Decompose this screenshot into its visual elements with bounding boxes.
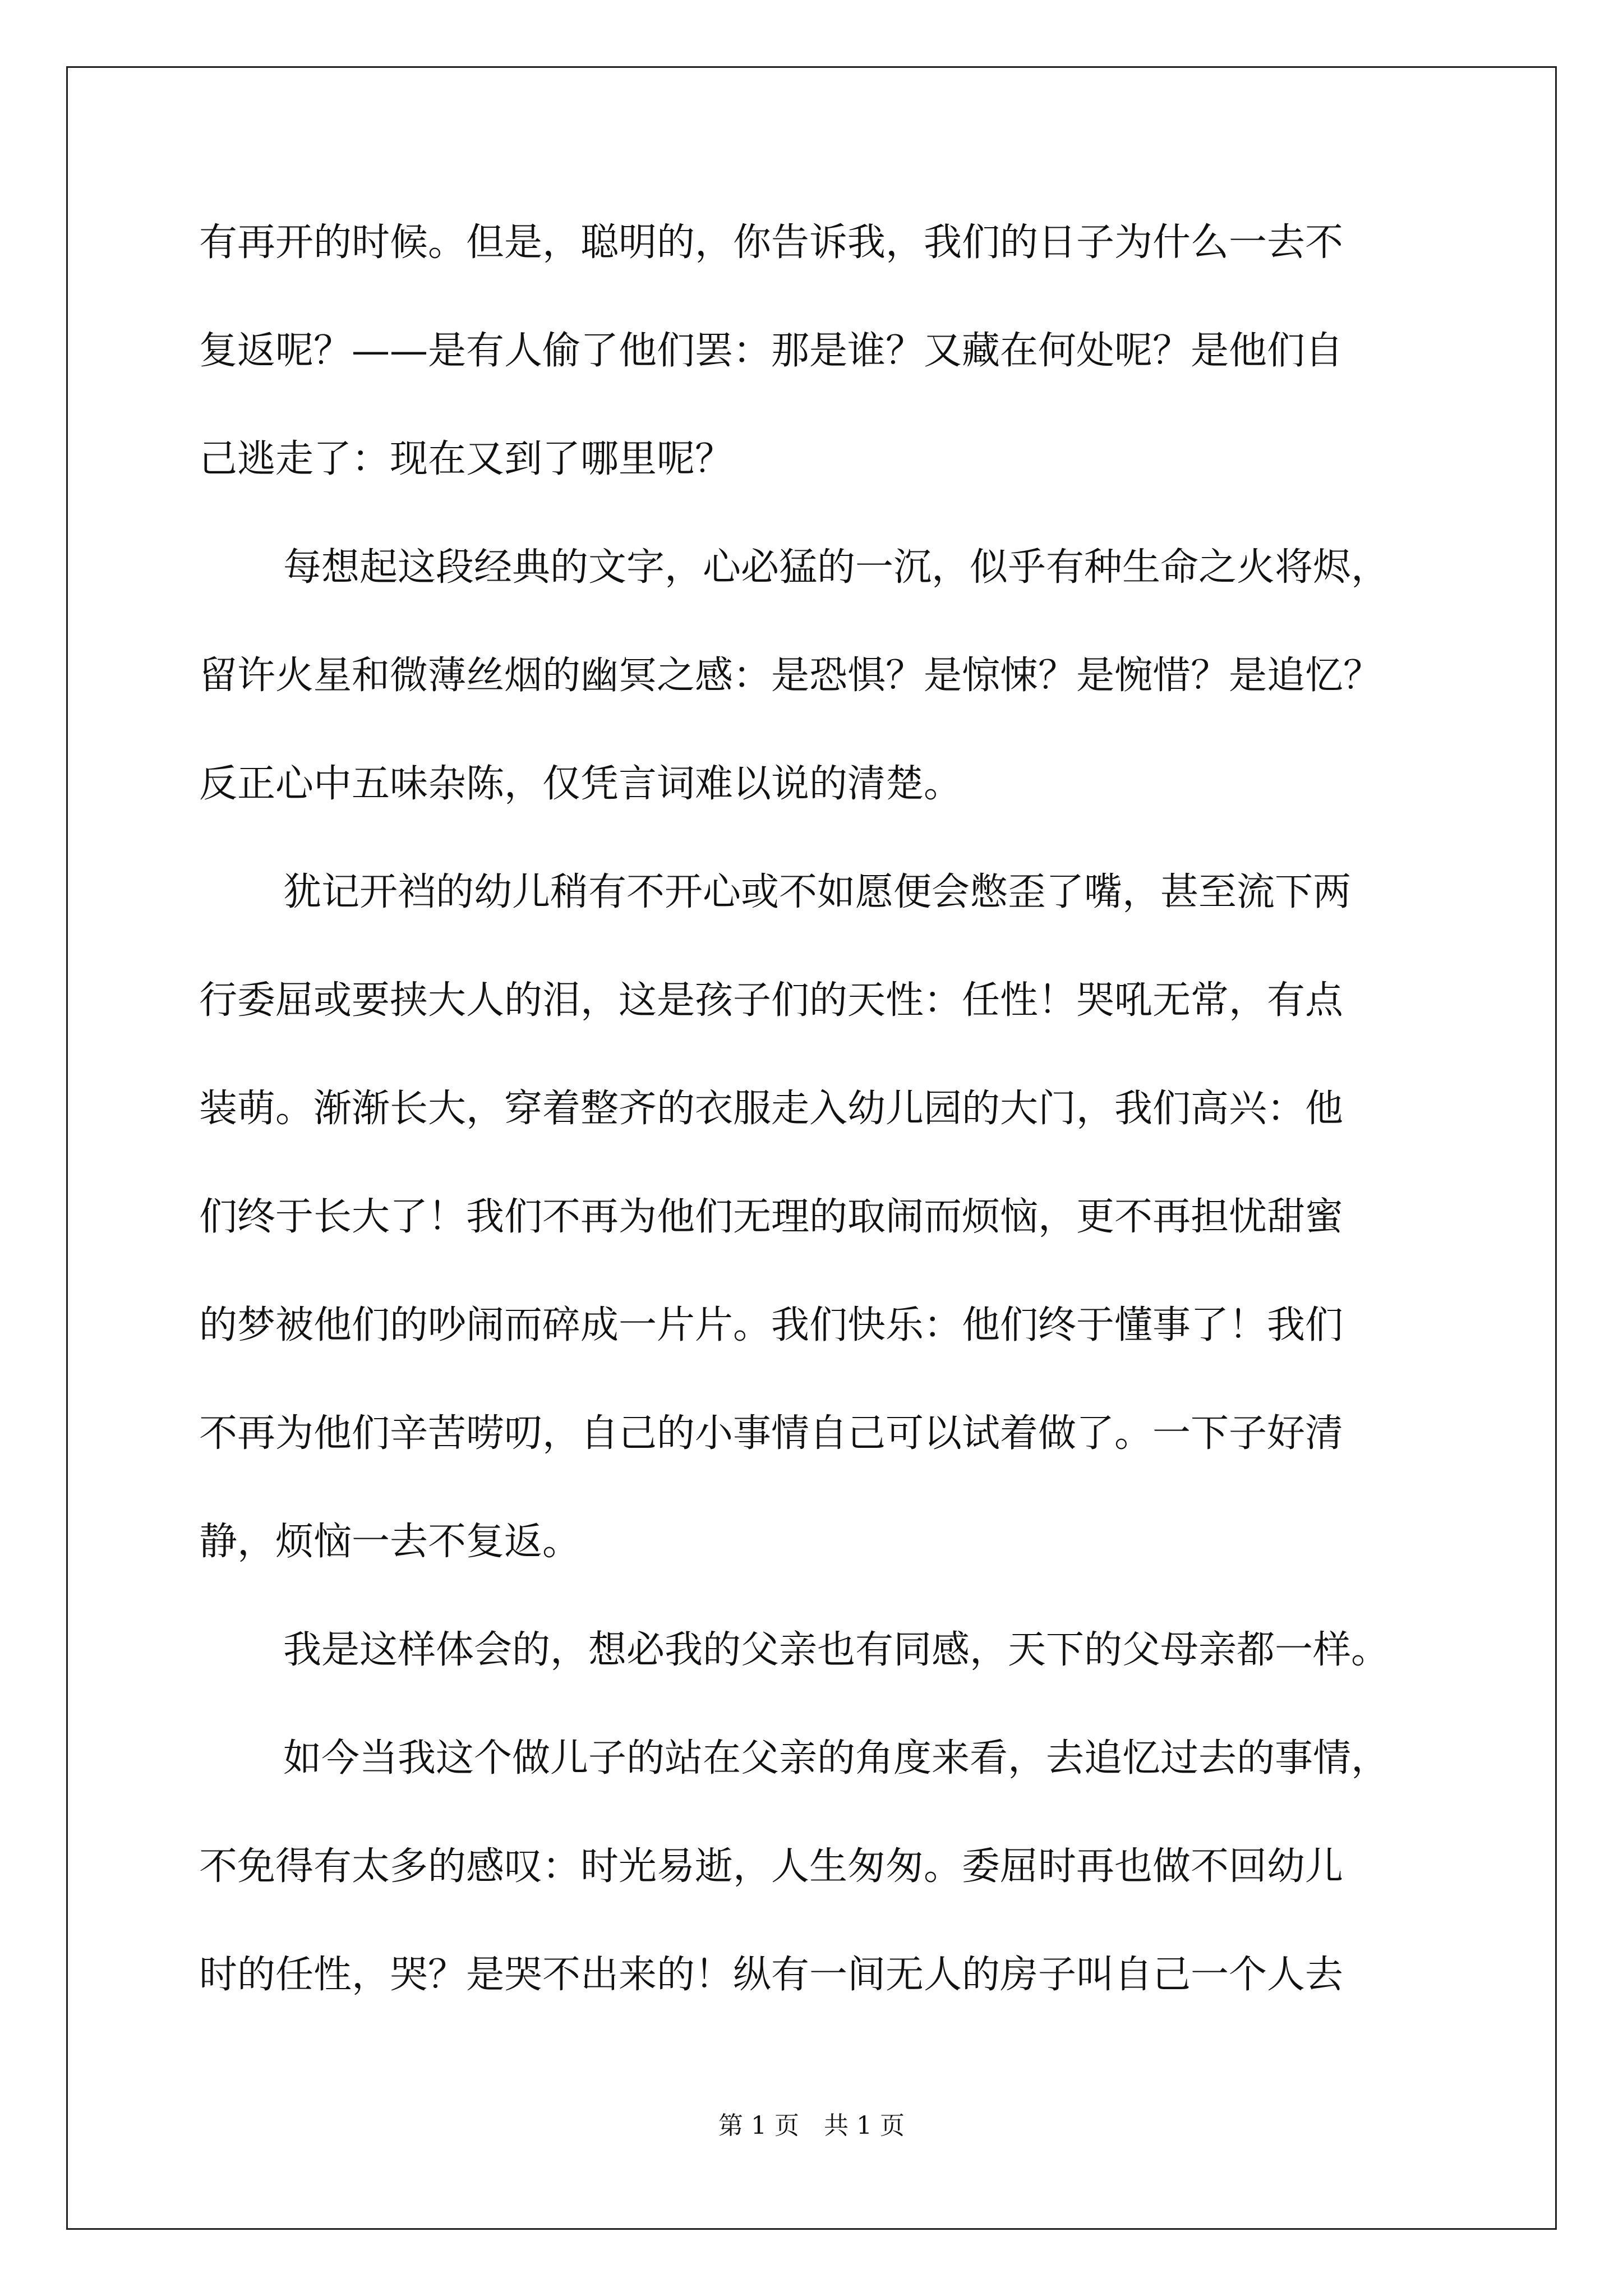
text-line: 每想起这段经典的文字，心必猛的一沉，似乎有种生命之火将烬， (283, 545, 1390, 590)
text-line: 犹记开裆的幼儿稍有不开心或不如愿便会憋歪了嘴，甚至流下两 (283, 870, 1352, 914)
document-body (199, 218, 1461, 2058)
text-line: 时的任性，哭？是哭不出来的！纵有一间无人的房子叫自己一个人去 (199, 1953, 1344, 1997)
text-line: 的梦被他们的吵闹而碎成一片片。我们快乐：他们终于懂事了！我们 (199, 1303, 1344, 1347)
text-line: 己逃走了：现在又到了哪里呢？ (199, 437, 734, 481)
paragraph-5 (199, 1733, 1461, 2058)
text-line: 行委屈或要挟大人的泪，这是孩子们的天性：任性！哭吼无常，有点 (199, 978, 1344, 1023)
text-line: 装萌。渐渐长大，穿着整齐的衣服走入幼儿园的大门，我们高兴：他 (199, 1087, 1344, 1131)
text-line: 复返呢？——是有人偷了他们罢：那是谁？又藏在何处呢？是他们自 (199, 329, 1344, 373)
text-line: 留许火星和微薄丝烟的幽冥之感：是恐惧？是惊悚？是惋惜？是追忆？ (199, 654, 1382, 698)
text-line: 不免得有太多的感叹：时光易逝，人生匆匆。委屈时再也做不回幼儿 (199, 1844, 1344, 1889)
text-line: 静，烦恼一去不复返。 (199, 1520, 581, 1564)
text-line: 反正心中五味杂陈，仅凭言词难以说的清楚。 (199, 762, 962, 806)
paragraph-1 (199, 218, 1461, 542)
paragraph-4 (199, 1625, 1461, 1733)
text-line: 有再开的时候。但是，聪明的，你告诉我，我们的日子为什么一去不 (199, 220, 1344, 265)
text-line: 我是这样体会的，想必我的父亲也有同感，天下的父母亲都一样。 (283, 1628, 1390, 1672)
text-line: 不再为他们辛苦唠叨，自己的小事情自己可以试着做了。一下子好清 (199, 1411, 1344, 1456)
text-line: 如今当我这个做儿子的站在父亲的角度来看，去追忆过去的事情， (283, 1736, 1390, 1780)
paragraph-3 (199, 867, 1461, 1625)
page-number-footer: 第 1 页 共 1 页 (718, 2111, 905, 2140)
text-line: 们终于长大了！我们不再为他们无理的取闹而烦恼，更不再担忧甜蜜 (199, 1195, 1344, 1239)
paragraph-2 (199, 542, 1461, 867)
